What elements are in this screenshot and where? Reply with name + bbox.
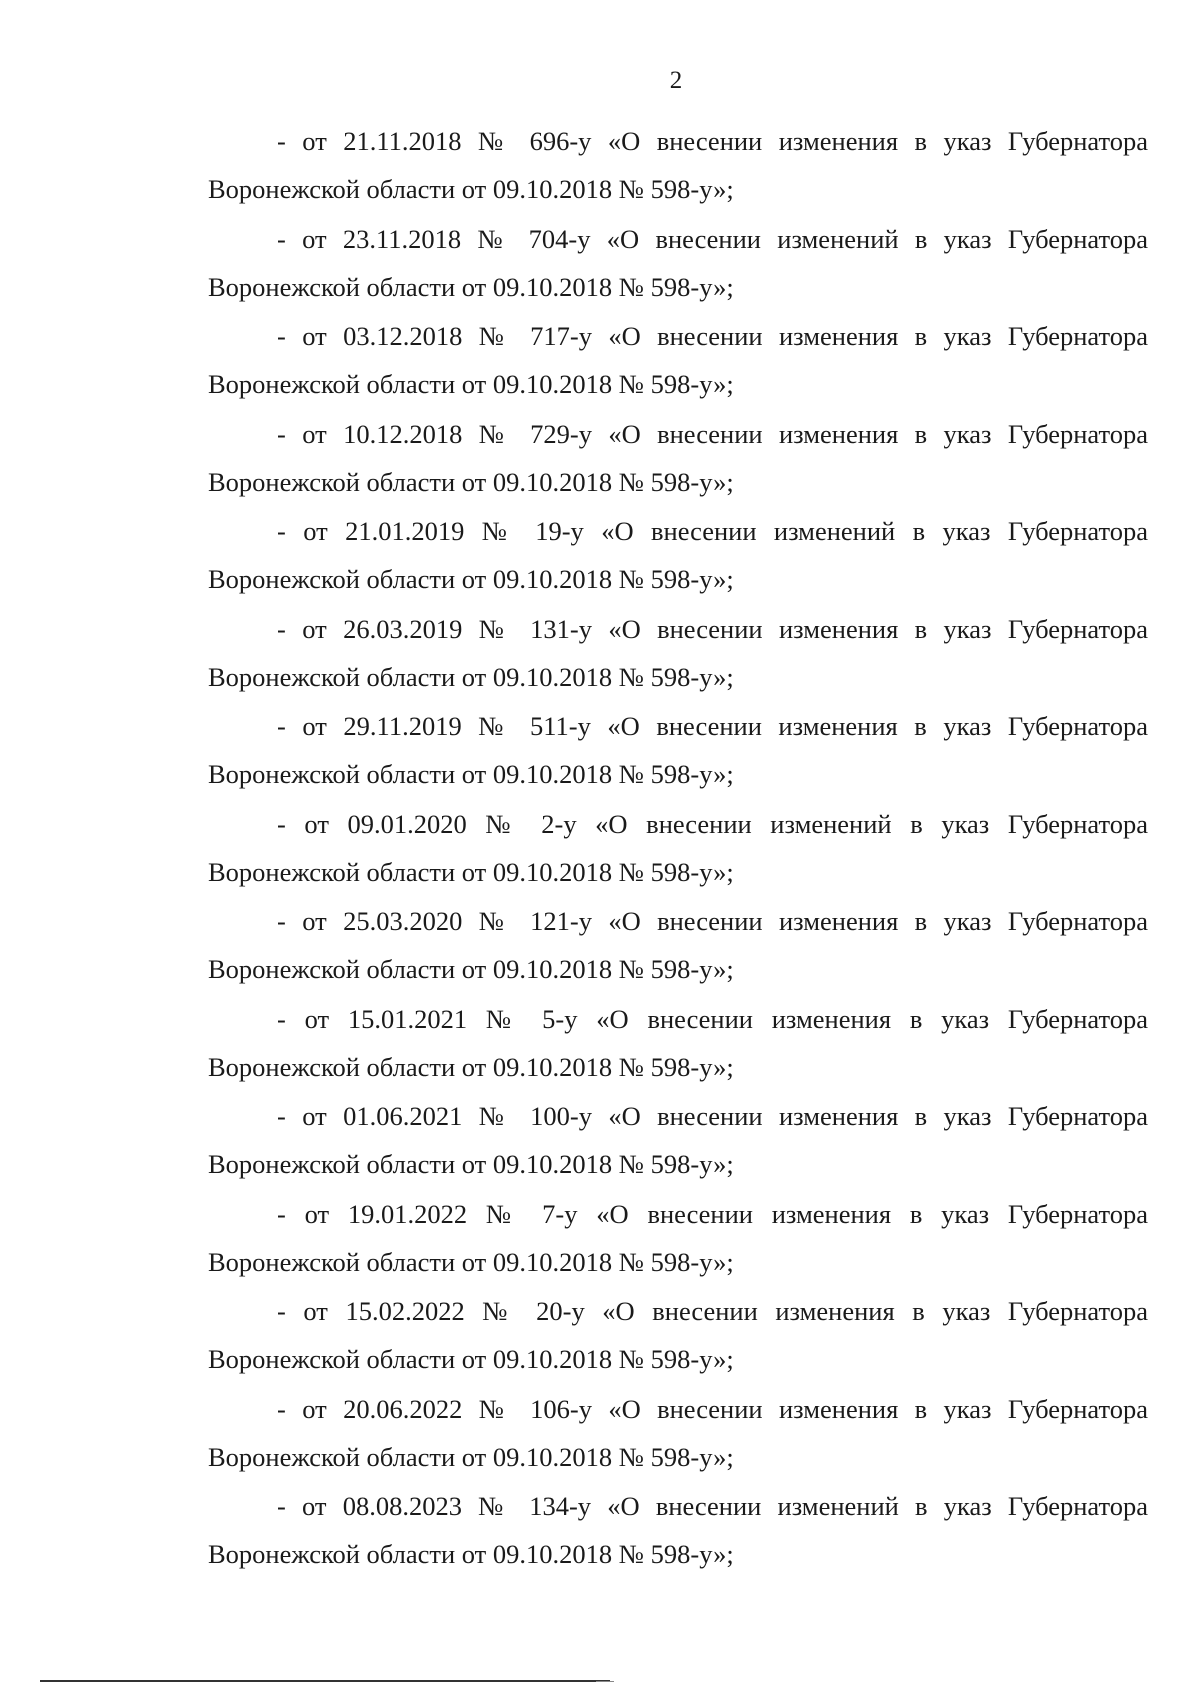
list-item-line-1: - от 21.11.2018 № 696-у «О внесении изменения в указ Губернатора	[277, 126, 1148, 156]
list-item	[208, 312, 1148, 410]
list-item-line-1: - от 15.01.2021 № 5-у «О внесении изменения в указ Губернатора	[277, 1003, 1148, 1034]
list-item-line-2: Воронежской области от 09.10.2018 № 598-у»;	[208, 856, 734, 887]
list-item-line-1: - от 21.01.2019 № 19-у «О внесении изменений в указ Губернатора	[277, 516, 1148, 546]
list-item-line-1: - от 25.03.2020 № 121-у «О внесении изменения в указ Губернатора	[277, 906, 1148, 936]
list-item-line-1: - от 15.02.2022 № 20-у «О внесении изменения в указ Губернатора	[277, 1296, 1148, 1326]
list-item-line-2: Воронежской области от 09.10.2018 № 598-у»;	[208, 1246, 734, 1277]
list-item	[208, 1482, 1148, 1580]
list-item	[208, 995, 1148, 1093]
list-item-line-2: Воронежской области от 09.10.2018 № 598-у»;	[208, 1149, 734, 1179]
list-item-line-1: - от 08.08.2023 № 134-у «О внесении изменений в указ Губернатора	[277, 1491, 1148, 1521]
list-item-line-2: Воронежской области от 09.10.2018 № 598-у»;	[208, 1051, 734, 1082]
list-item-line-1: - от 20.06.2022 № 106-у «О внесении изменения в указ Губернатора	[277, 1393, 1148, 1424]
list-item-line-2: Воронежской области от 09.10.2018 № 598-у»;	[208, 759, 734, 789]
list-item-line-1: - от 10.12.2018 № 729-у «О внесении изменения в указ Губернатора	[277, 418, 1148, 449]
document-body	[208, 117, 1148, 1580]
bottom-divider	[40, 1680, 610, 1682]
list-item	[208, 410, 1148, 508]
list-item-line-1: - от 26.03.2019 № 131-у «О внесении изменения в указ Губернатора	[277, 613, 1148, 644]
list-item	[208, 117, 1148, 215]
list-item-line-2: Воронежской области от 09.10.2018 № 598-у»;	[208, 564, 734, 594]
list-item-line-2: Воронежской области от 09.10.2018 № 598-у»;	[208, 954, 734, 984]
list-item-line-1: - от 01.06.2021 № 100-у «О внесении изменения в указ Губернатора	[277, 1101, 1148, 1131]
list-item-line-1: - от 19.01.2022 № 7-у «О внесении изменения в указ Губернатора	[277, 1198, 1148, 1229]
list-item	[208, 1092, 1148, 1190]
list-item	[208, 897, 1148, 995]
list-item-line-2: Воронежской области от 09.10.2018 № 598-у»;	[208, 174, 734, 204]
list-item-line-2: Воронежской области от 09.10.2018 № 598-у»;	[208, 271, 734, 302]
list-item	[208, 702, 1148, 800]
list-item	[208, 1287, 1148, 1385]
list-item	[208, 1190, 1148, 1288]
page-number: 2	[669, 67, 683, 94]
list-item-line-2: Воронежской области от 09.10.2018 № 598-у»;	[208, 661, 734, 692]
list-item-line-2: Воронежской области от 09.10.2018 № 598-у»;	[208, 1344, 734, 1374]
list-item-line-1: - от 09.01.2020 № 2-у «О внесении изменений в указ Губернатора	[277, 808, 1148, 839]
list-item	[208, 507, 1148, 605]
list-item-line-1: - от 03.12.2018 № 717-у «О внесении изменения в указ Губернатора	[277, 321, 1148, 351]
list-item	[208, 605, 1148, 703]
list-item-line-2: Воронежской области от 09.10.2018 № 598-у»;	[208, 1539, 734, 1569]
list-item-line-1: - от 29.11.2019 № 511-у «О внесении изменения в указ Губернатора	[277, 711, 1148, 741]
list-item-line-2: Воронежской области от 09.10.2018 № 598-у»;	[208, 369, 734, 399]
list-item-line-2: Воронежской области от 09.10.2018 № 598-у»;	[208, 466, 734, 497]
list-item-line-2: Воронежской области от 09.10.2018 № 598-у»;	[208, 1441, 734, 1472]
list-item-line-1: - от 23.11.2018 № 704-у «О внесении изменений в указ Губернатора	[277, 223, 1148, 254]
list-item	[208, 800, 1148, 898]
list-item	[208, 215, 1148, 313]
list-item	[208, 1385, 1148, 1483]
bottom-divider-tail	[596, 1681, 614, 1682]
